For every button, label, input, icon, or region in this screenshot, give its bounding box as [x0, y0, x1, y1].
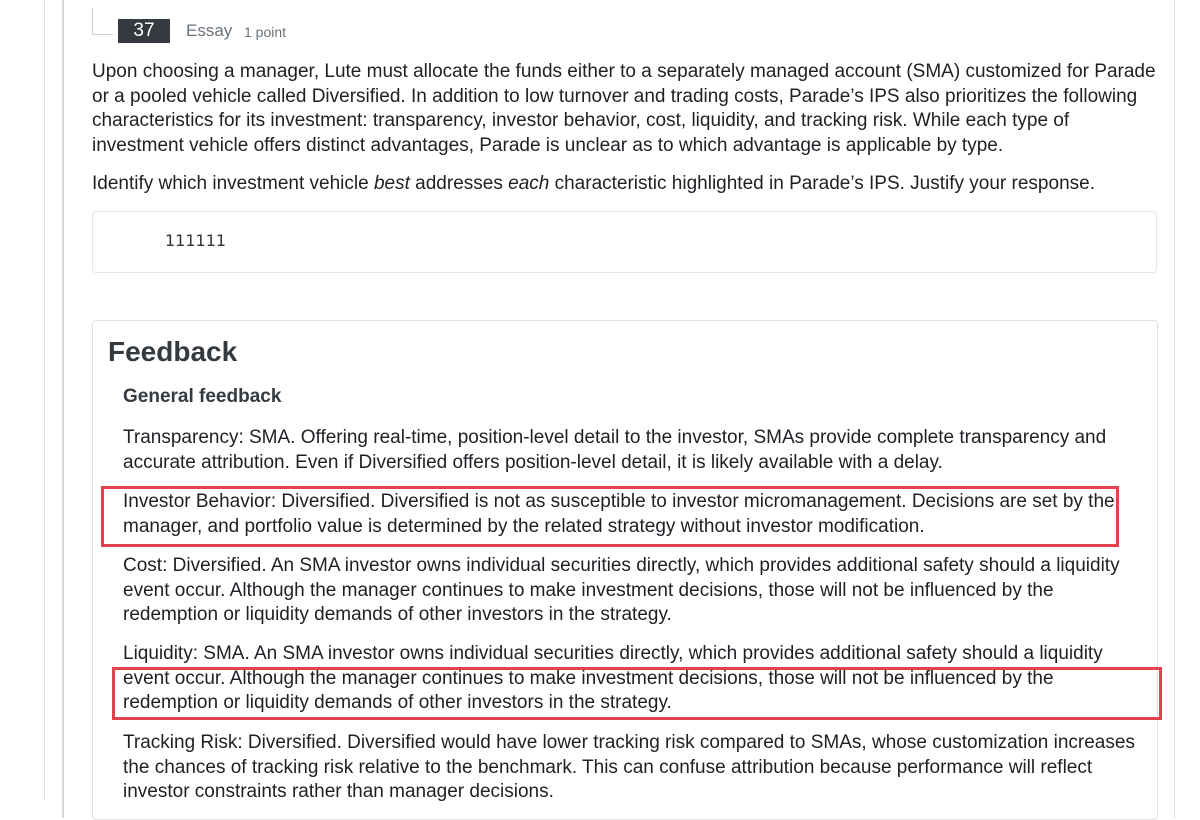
question-type: Essay [186, 21, 233, 40]
feedback-liquidity: Liquidity: SMA. An SMA investor owns individual securities directly, which provides additional safety should a liquidity event occur. Although the manager continues to make investment decisions, those will not be influenced by the redemption or liquidity demands of other investors in the strategy. [123, 643, 1103, 713]
question-number-badge: 37 [118, 19, 170, 43]
content-right-border [1174, 0, 1175, 818]
feedback-tracking-risk: Tracking Risk: Diversified. Diversified would have lower tracking risk compared to SMAs, whose customization increases the chances of tracking risk relative to the benchmark. This can confuse attribution because performance will reflect investor constraints rather than manager decisions. [123, 732, 1135, 802]
highlight-box-liquidity [112, 667, 1162, 720]
answer-text: 111111 [165, 231, 227, 250]
highlight-box-investor-behavior [101, 486, 1119, 547]
feedback-title: Feedback [108, 336, 238, 367]
question-connector-line [92, 8, 113, 35]
feedback-cost: Cost: Diversified. An SMA investor owns individual securities directly, which provides additional safety should a liquidity event occur. Although the manager continues to make investment decisions, those will not be influenced by the redemption or liquidity demands of other investors in the strategy. [123, 555, 1120, 625]
feedback-transparency: Transparency: SMA. Offering real-time, position-level detail to the investor, SMAs provide complete transparency and accurate attribution. Even if Diversified offers position-level detail, it is likely available with a delay. [123, 427, 1107, 473]
general-feedback-heading: General feedback [123, 386, 282, 407]
page-left-border [44, 0, 45, 800]
question-points: 1 point [244, 24, 287, 40]
question-text: Upon choosing a manager, Lute must allocate the funds either to a separately managed account (SMA) customized for Parade or a pooled vehicle called Diversified. In addition to low turnover and trading costs, Parade’s IPS also prioritizes the following characteristics for its investment: transparency, investor behavior, cost, liquidity, and tracking risk. While each type of investment vehicle offers distinct advantages, Parade is unclear as to which advantage is applicable by type. [92, 61, 1156, 156]
content-left-border [62, 0, 64, 818]
feedback-investor-behavior: Investor Behavior: Diversified. Diversified is not as susceptible to investor micromanagement. Decisions are set by the manager, and portfolio value is determined by the related strategy without investor modification. [123, 491, 1115, 537]
question-prompt: Identify which investment vehicle best addresses each characteristic highlighted in Parade’s IPS. Justify your response. [92, 173, 1095, 194]
answer-box [92, 211, 1157, 273]
